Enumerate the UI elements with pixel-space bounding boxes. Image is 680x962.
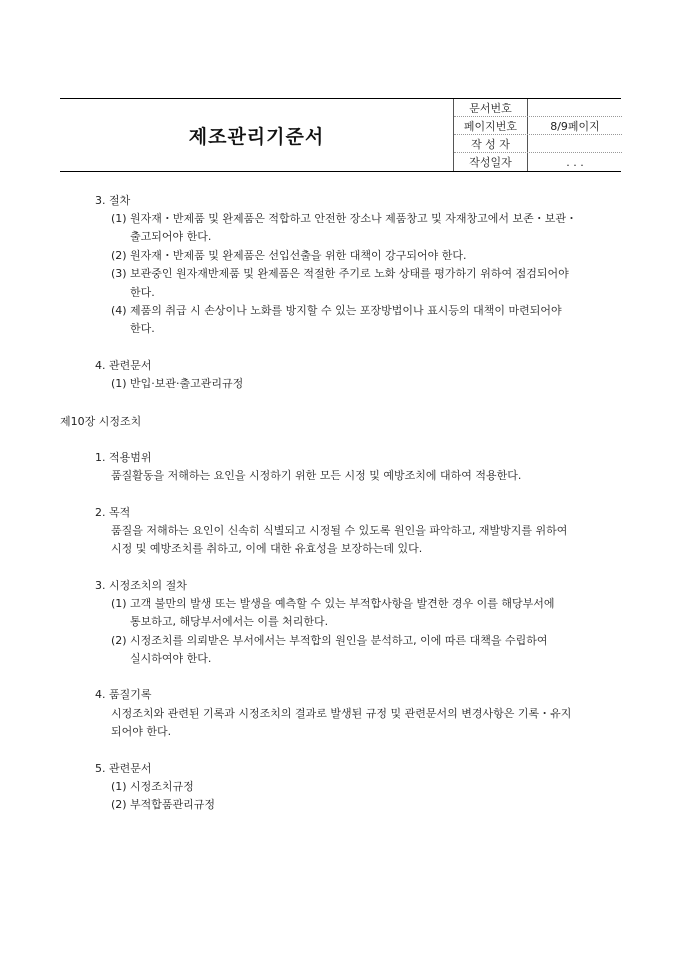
paragraph-text: 시정조치와 관련된 기록과 시정조치의 결과로 발생된 규정 및 관련문서의 변경사항은 기록・유지 xyxy=(111,707,572,720)
list-item-text: 고객 불만의 발생 또는 발생을 예측할 수 있는 부적합사항을 발견한 경우 이를 해당부서에 xyxy=(130,597,555,610)
list-item-number: (4) xyxy=(111,304,127,317)
section-heading: 3. 절차 xyxy=(95,194,131,207)
list-item-text: 반입·보관·출고관리규정 xyxy=(130,377,244,390)
document-info-table xyxy=(453,99,622,171)
list-item-text: 실시하여야 한다. xyxy=(130,652,212,665)
list-item-text: 시정조치규정 xyxy=(130,780,194,793)
section-heading: 1. 적용범위 xyxy=(95,451,152,464)
section-heading: 5. 관련문서 xyxy=(95,762,152,775)
list-item-number: (2) xyxy=(111,249,127,262)
list-item-text: 시정조치를 의뢰받은 부서에서는 부적합의 원인을 분석하고, 이에 따른 대책을 수립하여 xyxy=(130,634,548,647)
list-item-number: (2) xyxy=(111,798,127,811)
info-label: 작성일자 xyxy=(454,153,528,171)
info-value: 8/9페이지 xyxy=(550,119,600,133)
list-item-text: 한다. xyxy=(130,286,155,299)
section-heading: 3. 시정조치의 절차 xyxy=(95,579,187,592)
section-heading: 4. 관련문서 xyxy=(95,359,152,372)
list-item-text: 제품의 취급 시 손상이나 노화를 방지할 수 있는 포장방법이나 표시등의 대책이 마련되어야 xyxy=(130,304,562,317)
list-item-text: 원자재・반제품 및 완제품은 적합하고 안전한 장소나 제품창고 및 자재창고에서 보존・보관・ xyxy=(130,212,578,225)
info-value xyxy=(528,135,622,152)
chapter-heading: 제10장 시정조치 xyxy=(60,415,142,428)
info-value: . . . xyxy=(566,155,584,169)
paragraph-text: 품질활동을 저해하는 요인을 시정하기 위한 모든 시정 및 예방조치에 대하여 적용한다. xyxy=(111,469,522,482)
list-item-number: (2) xyxy=(111,634,127,647)
list-item-number: (1) xyxy=(111,597,127,610)
info-row-author xyxy=(454,135,622,153)
list-item-text: 한다. xyxy=(130,322,155,335)
list-item-text: 보관중인 원자재반제품 및 완제품은 적절한 주기로 노화 상태를 평가하기 위하여 점검되어야 xyxy=(130,267,569,280)
info-label: 페이지번호 xyxy=(454,117,528,134)
paragraph-text: 되어야 한다. xyxy=(111,725,172,738)
info-row-doc-number xyxy=(454,99,622,117)
paragraph-text: 품질을 저해하는 요인이 신속히 식별되고 시정될 수 있도록 원인을 파악하고, 재발방지를 위하여 xyxy=(111,524,568,537)
list-item-number: (1) xyxy=(111,212,127,225)
info-value xyxy=(528,99,622,116)
info-row-page-number xyxy=(454,117,622,135)
list-item-number: (1) xyxy=(111,780,127,793)
document-title: 제조관리기준서 xyxy=(188,125,325,148)
section-heading: 4. 품질기록 xyxy=(95,688,152,701)
list-item-text: 원자재・반제품 및 완제품은 선입선출을 위한 대책이 강구되어야 한다. xyxy=(130,249,467,262)
paragraph-text: 시정 및 예방조치를 취하고, 이에 대한 유효성을 보장하는데 있다. xyxy=(111,542,423,555)
section-heading: 2. 목적 xyxy=(95,506,131,519)
info-label: 작 성 자 xyxy=(454,135,528,152)
list-item-number: (3) xyxy=(111,267,127,280)
list-item-number: (1) xyxy=(111,377,127,390)
document-header xyxy=(60,98,621,172)
list-item-text: 통보하고, 해당부서에서는 이를 처리한다. xyxy=(130,615,329,628)
list-item-text: 출고되어야 한다. xyxy=(130,230,212,243)
info-row-date xyxy=(454,153,622,171)
info-label: 문서번호 xyxy=(454,99,528,116)
list-item-text: 부적합품관리규정 xyxy=(130,798,216,811)
